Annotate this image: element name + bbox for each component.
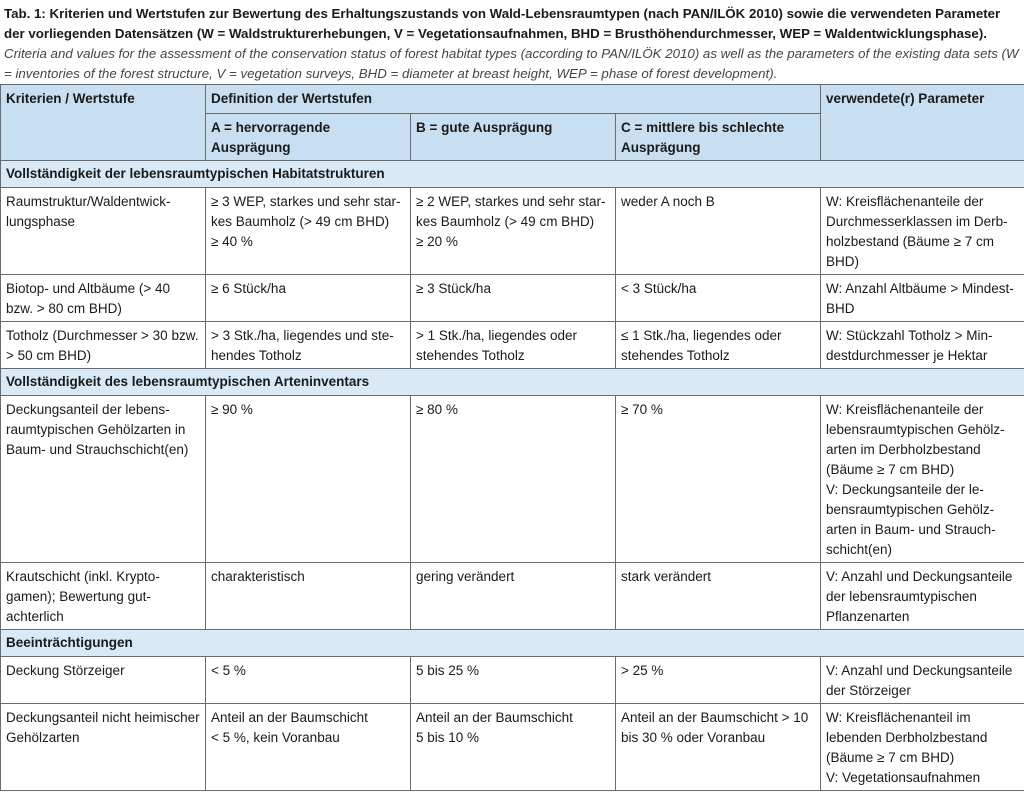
- section-row: [1, 161, 1024, 188]
- parameter-cell: V: Anzahl und Deckungsanteile der Störzeiger: [821, 657, 1024, 704]
- criterion-cell: Totholz (Durchmesser > 30 bzw. > 50 cm BHD): [1, 322, 206, 369]
- header-level-a: A = hervorragende Ausprägung: [206, 114, 411, 161]
- table-row: [1, 188, 1024, 275]
- header-criteria: Kriterien / Wertstufe: [1, 85, 206, 161]
- header-parameter: verwendete(r) Parameter: [821, 85, 1024, 161]
- criterion-cell: Krautschicht (inkl. Kryptogamen); Bewertung gutachterlich: [1, 563, 206, 630]
- caption-german: Tab. 1: Kriterien und Wertstufen zur Bewertung des Erhaltungszustands von Wald-Lebensraumtypen (nach PAN/ILÖK 2010) sowie die verwendeten Parameter der vorliegenden Datensätzen (W = Waldstrukturerhebungen, V = Vegetationsaufnahmen, BHD = Brusthöhendurchmesser, WEP = Waldentwicklungsphase).: [4, 6, 1001, 41]
- value-a-cell: > 3 Stk./ha, liegendes und stehendes Totholz: [206, 322, 411, 369]
- table-row: [1, 563, 1024, 630]
- value-b-cell: > 1 Stk./ha, liegendes oder stehendes Totholz: [411, 322, 616, 369]
- value-c-cell: ≤ 1 Stk./ha, liegendes oder stehendes Totholz: [616, 322, 821, 369]
- table-row: [1, 396, 1024, 563]
- value-b-cell: ≥ 3 Stück/ha: [411, 275, 616, 322]
- value-b-cell: ≥ 2 WEP, starkes und sehr starkes Baumholz (> 49 cm BHD) ≥ 20 %: [411, 188, 616, 275]
- caption-english: Criteria and values for the assessment of the conservation status of forest habitat types (according to PAN/ILÖK 2010) as well as the parameters of the existing data sets (W = inventories of the forest structure, V = vegetation surveys, BHD = diameter at breast height, WEP = phase of forest development).: [4, 46, 1019, 81]
- criterion-cell: Deckungsanteil der lebensraumtypischen Gehölzarten in Baum- und Strauchschicht(en): [1, 396, 206, 563]
- value-a-cell: ≥ 3 WEP, starkes und sehr starkes Baumholz (> 49 cm BHD) ≥ 40 %: [206, 188, 411, 275]
- criterion-cell: Deckung Störzeiger: [1, 657, 206, 704]
- value-c-cell: weder A noch B: [616, 188, 821, 275]
- parameter-cell: W: Kreisflächenanteile der Durchmesserklassen im Derbholzbestand (Bäume ≥ 7 cm BHD): [821, 188, 1024, 275]
- parameter-cell: W: Kreisflächenanteile der lebensraumtypischen Gehölzarten im Derbholzbestand (Bäume ≥ 7 cm BHD) V: Deckungsanteile der lebensraumtypischen Gehölzarten in Baum- und Strauchschicht(en): [821, 396, 1024, 563]
- section-title: Vollständigkeit des lebensraumtypischen Arteninventars: [1, 369, 1024, 396]
- value-a-cell: charakteristisch: [206, 563, 411, 630]
- value-a-cell: ≥ 90 %: [206, 396, 411, 563]
- criterion-cell: Biotop- und Altbäume (> 40 bzw. > 80 cm BHD): [1, 275, 206, 322]
- criterion-cell: Deckungsanteil nicht heimischer Gehölzarten: [1, 704, 206, 791]
- value-b-cell: 5 bis 25 %: [411, 657, 616, 704]
- value-a-cell: < 5 %: [206, 657, 411, 704]
- table-row: [1, 704, 1024, 791]
- value-c-cell: ≥ 70 %: [616, 396, 821, 563]
- table-row: [1, 657, 1024, 704]
- table-row: [1, 322, 1024, 369]
- header-level-c: C = mittlere bis schlechte Ausprägung: [616, 114, 821, 161]
- value-a-cell: ≥ 6 Stück/ha: [206, 275, 411, 322]
- parameter-cell: W: Stückzahl Totholz > Mindestdurchmesser je Hektar: [821, 322, 1024, 369]
- table-caption: [0, 0, 1024, 84]
- value-c-cell: > 25 %: [616, 657, 821, 704]
- value-c-cell: Anteil an der Baumschicht > 10 bis 30 % oder Voranbau: [616, 704, 821, 791]
- parameter-cell: W: Kreisflächenanteil im lebenden Derbholzbestand (Bäume ≥ 7 cm BHD) V: Vegetationsaufnahmen: [821, 704, 1024, 791]
- parameter-cell: W: Anzahl Altbäume > Mindest-BHD: [821, 275, 1024, 322]
- value-b-cell: gering verändert: [411, 563, 616, 630]
- section-row: [1, 369, 1024, 396]
- section-row: [1, 630, 1024, 657]
- value-b-cell: Anteil an der Baumschicht 5 bis 10 %: [411, 704, 616, 791]
- header-definition: Definition der Wertstufen: [206, 85, 821, 114]
- value-b-cell: ≥ 80 %: [411, 396, 616, 563]
- section-title: Beeinträchtigungen: [1, 630, 1024, 657]
- table-row: [1, 275, 1024, 322]
- criteria-table: [0, 84, 1024, 791]
- value-a-cell: Anteil an der Baumschicht < 5 %, kein Voranbau: [206, 704, 411, 791]
- section-title: Vollständigkeit der lebensraumtypischen Habitatstrukturen: [1, 161, 1024, 188]
- value-c-cell: stark verändert: [616, 563, 821, 630]
- criterion-cell: Raumstruktur/Waldentwicklungsphase: [1, 188, 206, 275]
- header-level-b: B = gute Ausprägung: [411, 114, 616, 161]
- parameter-cell: V: Anzahl und Deckungsanteile der lebensraumtypischen Pflanzenarten: [821, 563, 1024, 630]
- value-c-cell: < 3 Stück/ha: [616, 275, 821, 322]
